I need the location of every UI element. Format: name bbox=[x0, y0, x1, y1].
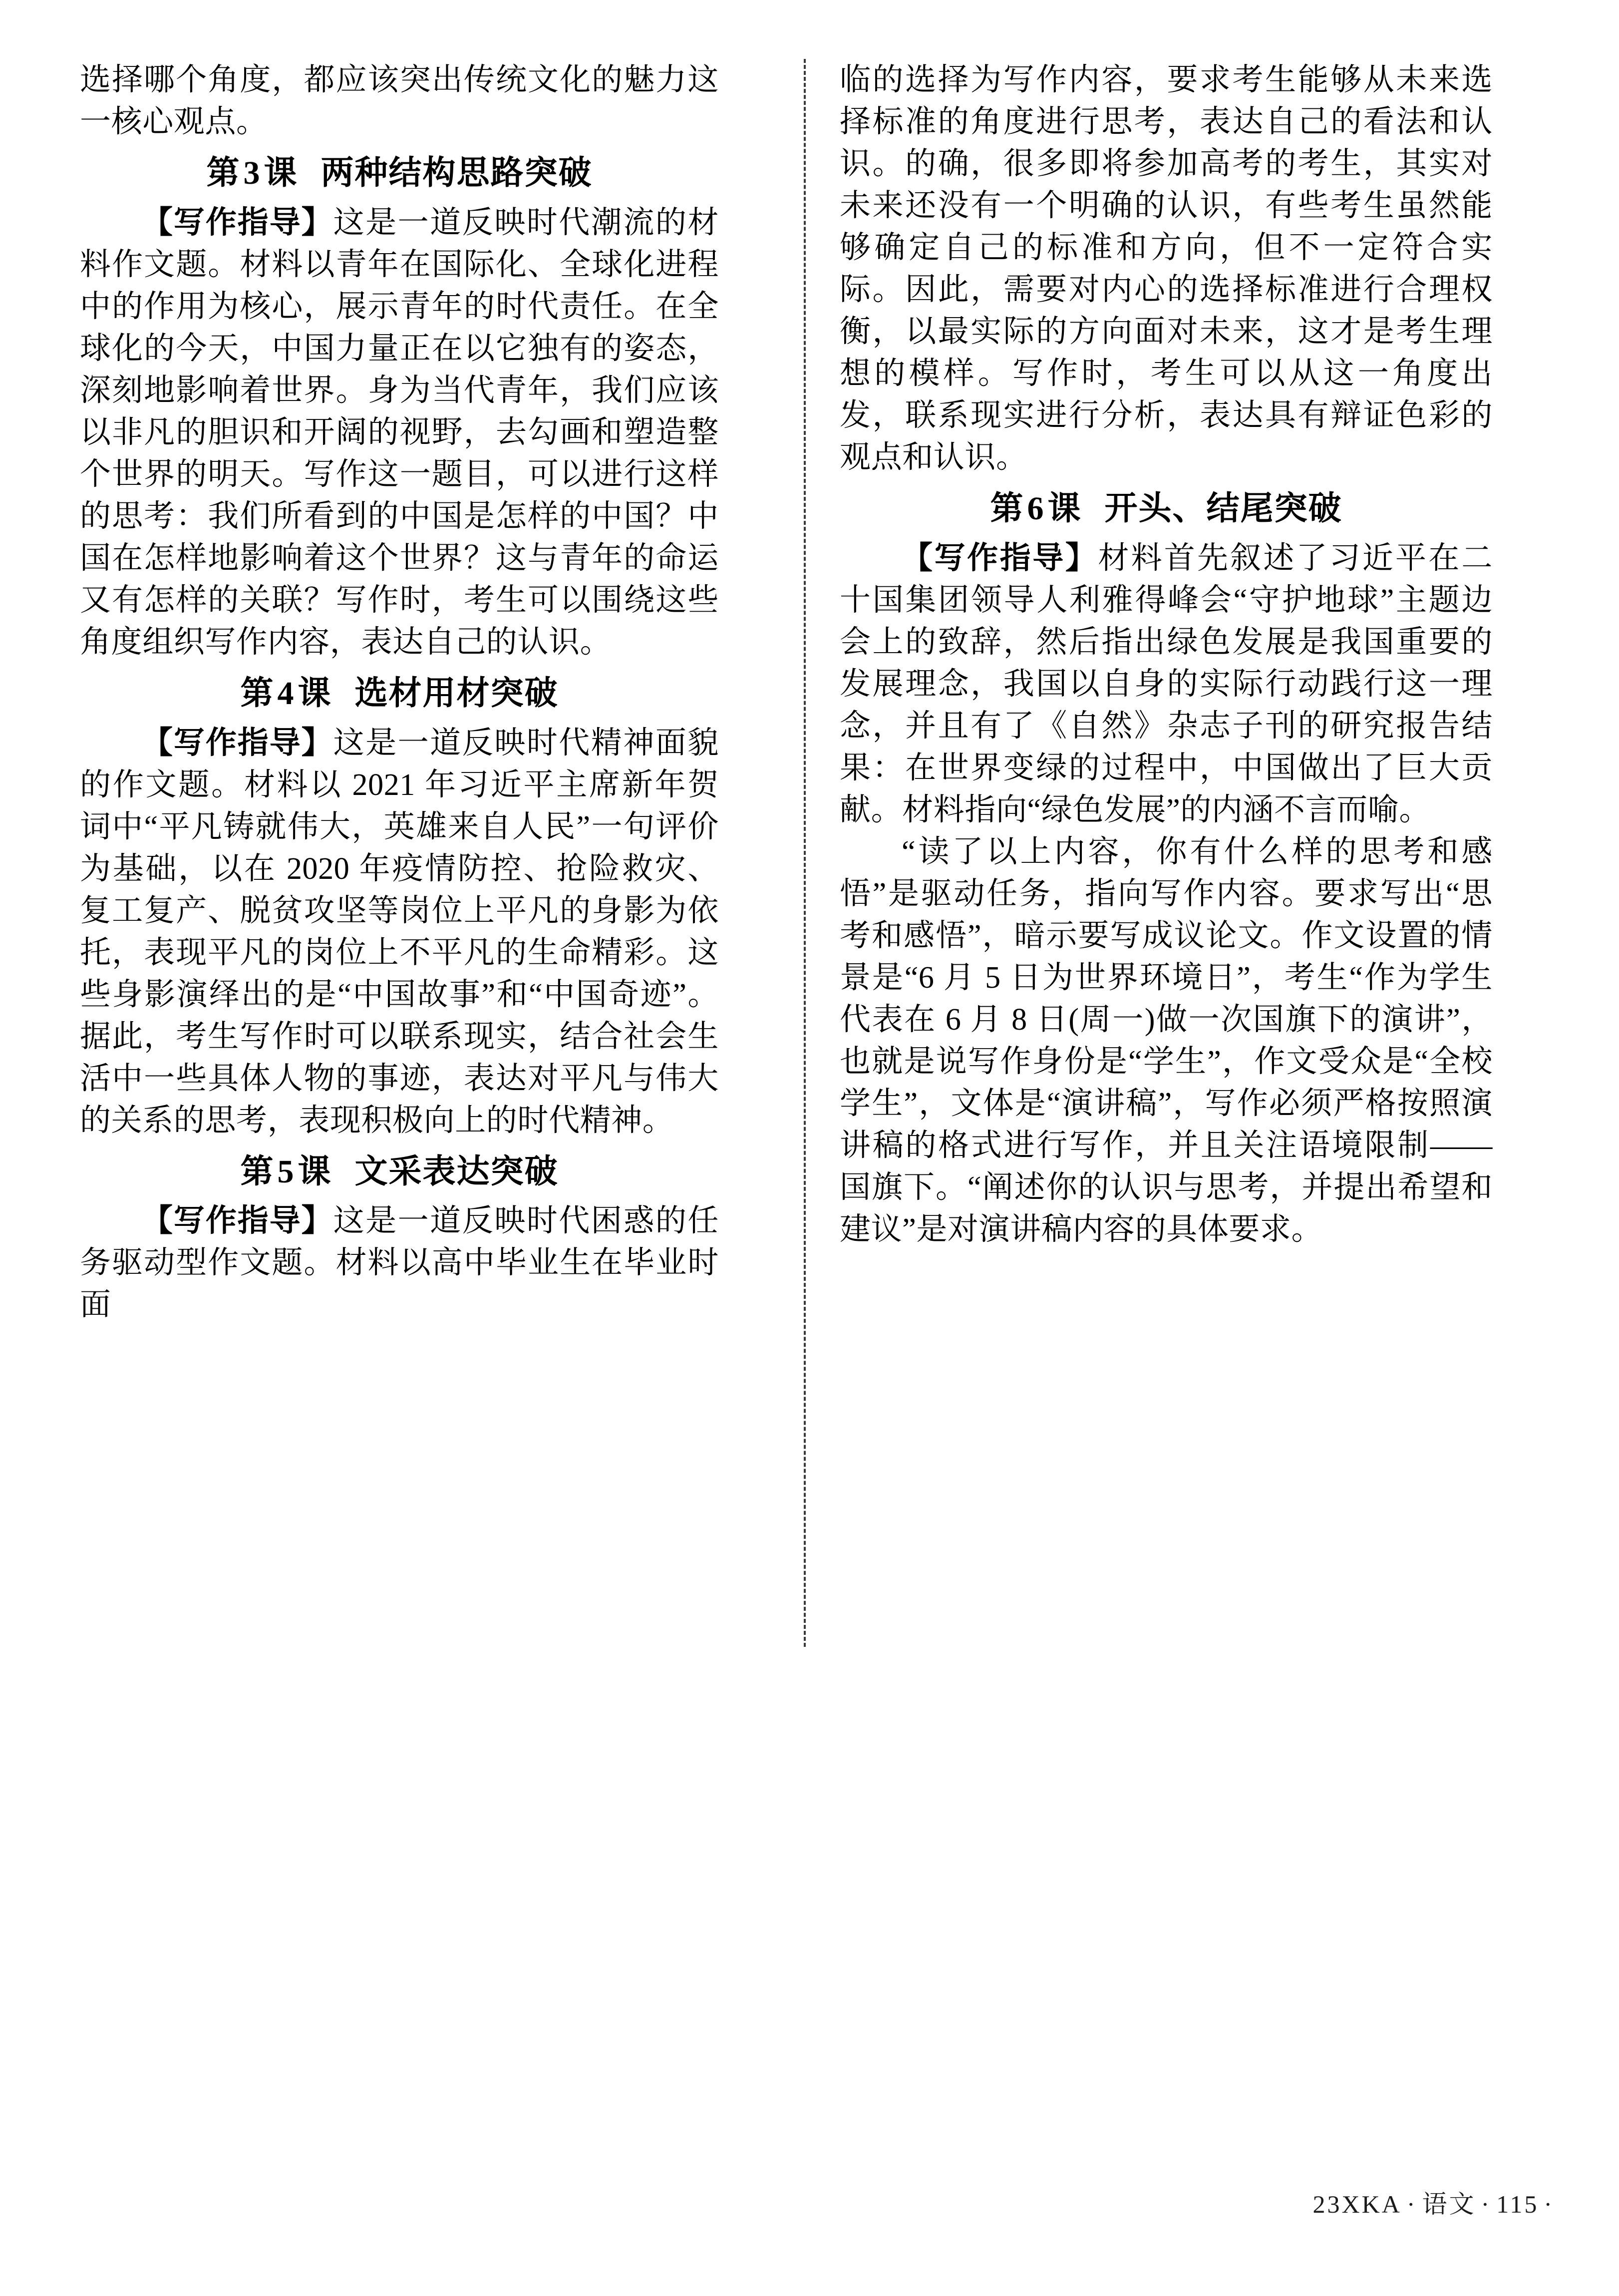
guide-body: 这是一道反映时代困惑的任务驱动型作文题。材料以高中毕业生在毕业时面 bbox=[80, 1204, 719, 1322]
guide-body: 这是一道反映时代精神面貌的作文题。材料以 2021 年习近平主席新年贺词中“平凡铸就伟大，英雄来自人民”一句评价为基础，以在 2020 年疫情防控、抢险救灾、复工复产、脱贫攻坚等岗位上平凡的身影为依托，表现平凡的岗位上不平凡的生命精彩。这些身影演绎出的是“中国故事”和“中国奇迹”。据此，考生写作时可以联系现实，结合社会生活中一些具体人物的事迹，表达对平凡与伟大的关系的思考，表现积极向上的时代精神。 bbox=[80, 726, 719, 1138]
lesson-heading-3-number: 3 bbox=[243, 155, 261, 191]
footer-trailing-mark: · bbox=[1544, 2190, 1554, 2218]
column-divider bbox=[804, 59, 809, 1647]
lesson-heading-3-title: 两种结构思路突破 bbox=[321, 155, 593, 191]
lesson-heading-3-prefix: 第 bbox=[206, 155, 241, 191]
page-footer bbox=[0, 2184, 1619, 2220]
lesson-heading-4-unit: 课 bbox=[298, 675, 332, 712]
left-column bbox=[0, 59, 734, 1326]
guide-paragraph-lesson-6 bbox=[840, 537, 1493, 831]
lesson-heading-5-prefix: 第 bbox=[240, 1153, 275, 1190]
footer-subject: 语文 bbox=[1422, 2190, 1476, 2218]
lesson-heading-5-title: 文采表达突破 bbox=[354, 1153, 559, 1190]
lesson-heading-4 bbox=[80, 672, 719, 715]
guide-tag: 【写作指导】 bbox=[142, 205, 333, 240]
lesson-heading-6-prefix: 第 bbox=[990, 490, 1024, 527]
guide-paragraph-lesson-4 bbox=[80, 722, 719, 1142]
footer-code: 23XKA bbox=[1312, 2190, 1402, 2218]
footer-inner bbox=[1313, 2184, 1559, 2220]
guide-paragraph-lesson-3 bbox=[80, 202, 719, 663]
lesson-heading-4-number: 4 bbox=[277, 675, 295, 712]
guide-paragraph-lesson-5 bbox=[80, 1200, 719, 1326]
guide-tag: 【写作指导】 bbox=[142, 726, 333, 760]
footer-page-number: 115 bbox=[1496, 2190, 1539, 2218]
lesson-heading-3-unit: 课 bbox=[264, 155, 298, 191]
continued-paragraph-left: 选择哪个角度，都应该突出传统文化的魅力这一核心观点。 bbox=[80, 63, 719, 139]
guide-tag: 【写作指导】 bbox=[902, 541, 1098, 575]
lesson-heading-5-unit: 课 bbox=[298, 1153, 332, 1190]
lesson-heading-4-title: 选材用材突破 bbox=[354, 675, 559, 712]
footer-separator-2: · bbox=[1481, 2190, 1492, 2218]
continued-paragraph-right: 临的选择为写作内容，要求考生能够从未来选择标准的角度进行思考，表达自己的看法和认识。的确，很多即将参加高考的考生，其实对未来还没有一个明确的认识，有些考生虽然能够确定自己的标准和方向，但不一定符合实际。因此，需要对内心的选择标准进行合理权衡，以最实际的方向面对未来，这才是考生理想的模样。写作时，考生可以从这一角度出发，联系现实进行分析，表达具有辩证色彩的观点和认识。 bbox=[840, 63, 1493, 474]
guide-tag: 【写作指导】 bbox=[142, 1204, 333, 1238]
lesson-heading-5-number: 5 bbox=[277, 1153, 295, 1190]
lesson-heading-4-prefix: 第 bbox=[240, 675, 275, 712]
guide-body: 材料首先叙述了习近平在二十国集团领导人利雅得峰会“守护地球”主题边会上的致辞，然后指出绿色发展是我国重要的发展理念，我国以自身的实际行动践行这一理念，并且有了《自然》杂志子刊的研究报告结果：在世界变绿的过程中，中国做出了巨大贡献。材料指向“绿色发展”的内涵不言而喻。 bbox=[840, 541, 1493, 827]
guide-body: 这是一道反映时代潮流的材料作文题。材料以青年在国际化、全球化进程中的作用为核心，展示青年的时代责任。在全球化的今天，中国力量正在以它独有的姿态，深刻地影响着世界。身为当代青年，我们应该以非凡的胆识和开阔的视野，去勾画和塑造整个世界的明天。写作这一题目，可以进行这样的思考：我们所看到的中国是怎样的中国？中国在怎样地影响着这个世界？这与青年的命运又有怎样的关联？写作时，考生可以围绕这些角度组织写作内容，表达自己的认识。 bbox=[80, 205, 719, 659]
lesson-heading-6 bbox=[840, 487, 1493, 530]
lesson-heading-6-unit: 课 bbox=[1047, 490, 1082, 527]
lesson-heading-6-number: 6 bbox=[1027, 490, 1045, 527]
right-column bbox=[809, 59, 1548, 1250]
guide-paragraph-lesson-6-second bbox=[840, 831, 1493, 1250]
lesson-heading-3 bbox=[80, 152, 719, 195]
guide-body: “读了以上内容，你有什么样的思考和感悟”是驱动任务，指向写作内容。要求写出“思考和感悟”，暗示要写成议论文。作文设置的情景是“6 月 5 日为世界环境日”，考生“作为学生代表在 6 月 8 日(周一)做一次国旗下的演讲”，也就是说写作身份是“学生”，作文受众是“全校学生”，文体是“演讲稿”，写作必须严格按照演讲稿的格式进行写作，并且关注语境限制——国旗下。“阐述你的认识与思考，并提出希望和建议”是对演讲稿内容的具体要求。 bbox=[840, 834, 1493, 1246]
two-column-body bbox=[0, 59, 1619, 1647]
lesson-heading-6-title: 开头、结尾突破 bbox=[1104, 490, 1342, 527]
lesson-heading-5 bbox=[80, 1150, 719, 1193]
footer-separator-1: · bbox=[1406, 2190, 1417, 2218]
